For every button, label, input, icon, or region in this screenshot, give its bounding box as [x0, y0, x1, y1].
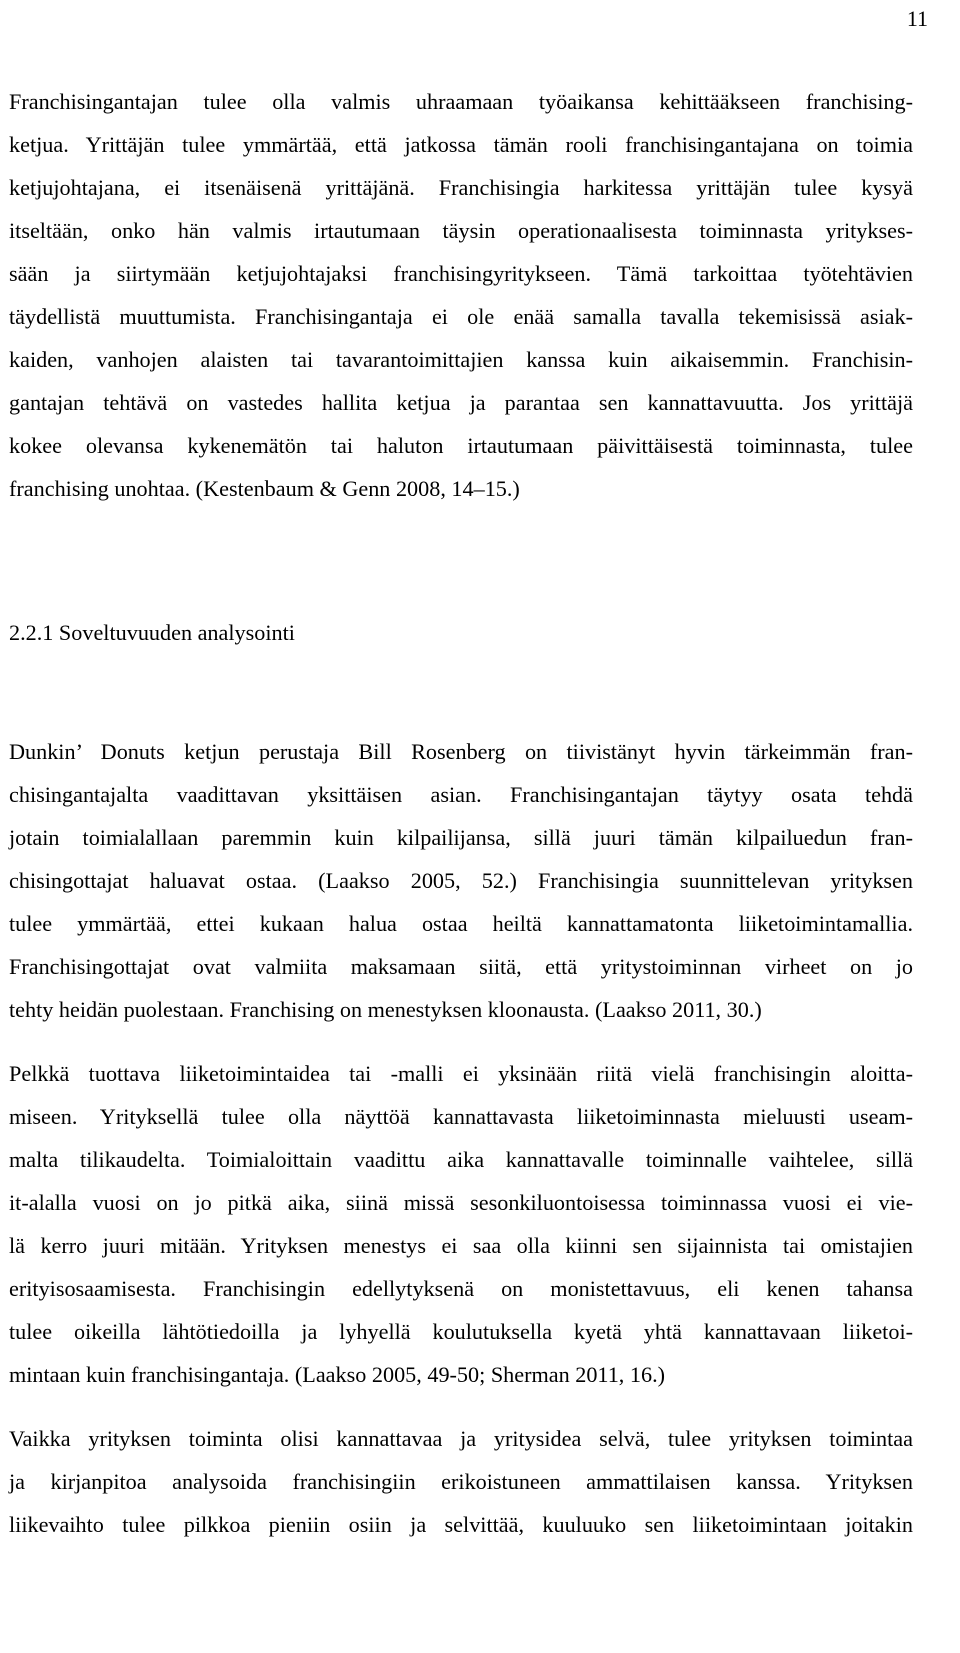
text-line: ja kirjanpitoa analysoida franchisingiin erikoistuneen ammattilaisen kanssa. Yrityksen — [9, 1469, 913, 1494]
text-line: erityisosaamisesta. Franchisingin edellytyksenä on monistettavuus, eli kenen tahansa — [9, 1276, 913, 1301]
text-line: täydellistä muuttumista. Franchisingantaja ei ole enää samalla tavalla tekemisissä asiak- — [9, 304, 913, 329]
text-line: kaiden, vanhojen alaisten tai tavarantoimittajien kanssa kuin aikaisemmin. Franchisin- — [9, 347, 913, 372]
text-line: franchising unohtaa. (Kestenbaum & Genn 2008, 14–15.) — [9, 476, 520, 501]
section-heading: 2.2.1 Soveltuvuuden analysointi — [9, 620, 295, 645]
text-line: kokee olevansa kykenemätön tai haluton irtautumaan päivittäisestä toiminnasta, tulee — [9, 433, 913, 458]
text-line: chisingantajalta vaadittavan yksittäisen asian. Franchisingantajan täytyy osata tehdä — [9, 782, 913, 807]
text-line: sään ja siirtymään ketjujohtajaksi franchisingyritykseen. Tämä tarkoittaa työtehtävien — [9, 261, 913, 286]
text-line: it-alalla vuosi on jo pitkä aika, siinä missä sesonkiluontoisessa toiminnassa vuosi ei vie- — [9, 1190, 913, 1215]
text-line: ketjua. Yrittäjän tulee ymmärtää, että jatkossa tämän rooli franchisingantajana on toimia — [9, 132, 913, 157]
text-line: tulee oikeilla lähtötiedoilla ja lyhyellä koulutuksella kyetä yhtä kannattavaan liiketoi- — [9, 1319, 913, 1344]
text-line: Pelkkä tuottava liiketoimintaidea tai -malli ei yksinään riitä vielä franchisingin aloitta- — [9, 1061, 913, 1086]
text-line: ketjujohtajana, ei itsenäisenä yrittäjänä. Franchisingia harkitessa yrittäjän tulee kysyä — [9, 175, 913, 200]
text-line: gantajan tehtävä on vastedes hallita ketjua ja parantaa sen kannattavuutta. Jos yrittäjä — [9, 390, 913, 415]
text-line: tulee ymmärtää, ettei kukaan halua ostaa heiltä kannattamatonta liiketoimintamallia. — [9, 911, 913, 936]
text-line: chisingottajat haluavat ostaa. (Laakso 2005, 52.) Franchisingia suunnittelevan yrityksen — [9, 868, 913, 893]
text-line: liikevaihto tulee pilkkoa pieniin osiin ja selvittää, kuuluuko sen liiketoimintaan joitakin — [9, 1512, 913, 1537]
text-line: Franchisingantajan tulee olla valmis uhraamaan työaikansa kehittääkseen franchising- — [9, 89, 913, 114]
text-line: Franchisingottajat ovat valmiita maksamaan siitä, että yritystoiminnan virheet on jo — [9, 954, 913, 979]
text-line: mintaan kuin franchisingantaja. (Laakso 2005, 49-50; Sherman 2011, 16.) — [9, 1362, 666, 1387]
page-number: 11 — [906, 6, 928, 31]
text-line: Vaikka yrityksen toiminta olisi kannattavaa ja yritysidea selvä, tulee yrityksen toimintaa — [9, 1426, 913, 1451]
text-line: lä kerro juuri mitään. Yrityksen menestys ei saa olla kiinni sen sijainnista tai omistajien — [9, 1233, 913, 1258]
text-line: itseltään, onko hän valmis irtautumaan täysin operationaalisesta toiminnasta yritykses- — [9, 218, 913, 243]
text-line: miseen. Yrityksellä tulee olla näyttöä kannattavasta liiketoiminnasta mieluusti useam- — [9, 1104, 913, 1129]
text-line: malta tilikaudelta. Toimialoittain vaadittu aika kannattavalle toiminnalle vaihtelee, sillä — [9, 1147, 913, 1172]
text-line: jotain toimialallaan paremmin kuin kilpailijansa, sillä juuri tämän kilpailuedun fran- — [9, 825, 913, 850]
text-line: Dunkin’ Donuts ketjun perustaja Bill Rosenberg on tiivistänyt hyvin tärkeimmän fran- — [9, 739, 913, 764]
text-line: tehty heidän puolestaan. Franchising on menestyksen kloonausta. (Laakso 2011, 30.) — [9, 997, 762, 1022]
